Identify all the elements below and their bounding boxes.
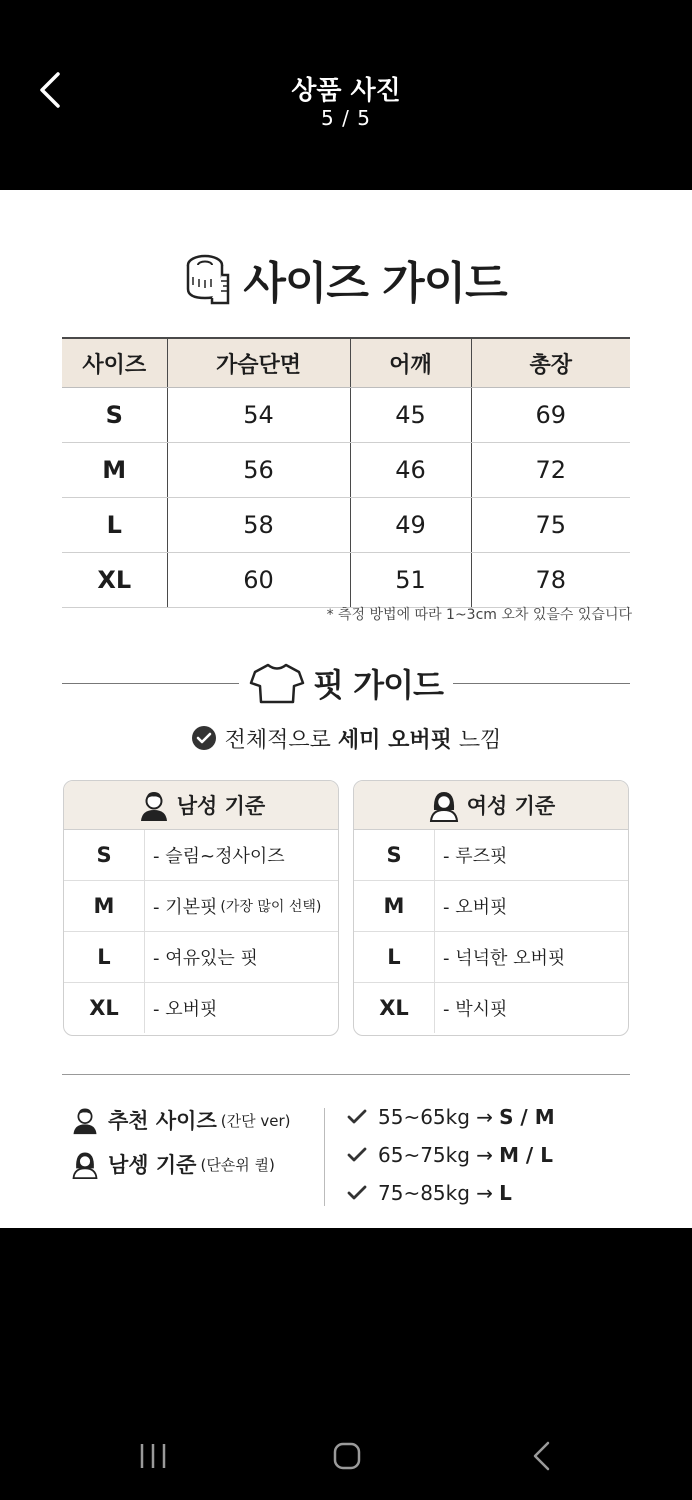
divider-line — [62, 683, 239, 684]
woman-avatar-icon — [427, 788, 461, 822]
fit-size: XL — [354, 983, 435, 1033]
recommend-basis-small: (단숀위 퀼) — [200, 1155, 275, 1174]
women-fit-card — [353, 780, 629, 1036]
chest-cell: 56 — [167, 443, 350, 498]
table-row — [62, 443, 630, 498]
section-divider — [62, 1074, 630, 1075]
overall-fit-highlight: 세미 오버핏 — [337, 727, 452, 753]
fit-desc-text: - 기본핏 — [153, 897, 218, 918]
shoulder-cell: 51 — [350, 553, 471, 608]
recommended-size: L — [499, 1181, 512, 1205]
recommend-heading — [70, 1098, 290, 1186]
product-image[interactable] — [0, 190, 692, 1228]
recommend-basis: 남셍 기준 — [108, 1153, 197, 1177]
list-item — [354, 932, 628, 983]
fit-guide-title: 핏 가이드 — [313, 666, 443, 704]
recent-apps-icon — [133, 1436, 173, 1476]
man-avatar-icon — [137, 788, 171, 822]
fit-desc: - 넉넉한 오버핏 — [443, 948, 566, 969]
arrow-right-icon: → — [476, 1181, 494, 1205]
chest-cell: 54 — [167, 388, 350, 443]
check-icon — [346, 1184, 368, 1202]
vertical-divider — [324, 1108, 325, 1206]
overall-fit-suffix: 느낌 — [458, 727, 502, 753]
overall-fit-prefix: 전체적으로 — [224, 727, 331, 753]
length-cell: 75 — [471, 498, 630, 553]
recommend-list — [346, 1098, 555, 1212]
page-title: 상품 사진 — [291, 76, 401, 106]
recommend-line — [70, 1142, 290, 1186]
size-cell: S — [62, 388, 167, 443]
recommended-size: S / M — [499, 1105, 555, 1129]
check-icon — [346, 1108, 368, 1126]
tape-measure-icon — [185, 251, 231, 307]
women-fit-card-title: 여성 기준 — [466, 794, 556, 818]
fit-size: S — [64, 830, 145, 880]
column-header: 가슴단면 — [167, 338, 350, 388]
shoulder-cell: 49 — [350, 498, 471, 553]
size-cell: M — [62, 443, 167, 498]
fit-desc — [145, 983, 338, 1033]
shoulder-cell: 46 — [350, 443, 471, 498]
weight-range: 65~75kg — [378, 1143, 470, 1167]
fit-size: M — [354, 881, 435, 931]
overall-fit — [0, 720, 692, 756]
men-fit-card — [63, 780, 339, 1036]
list-item — [64, 830, 338, 881]
size-guide-heading — [0, 244, 692, 314]
fit-guide-heading — [62, 658, 630, 708]
fit-desc: - 박시핏 — [443, 999, 508, 1020]
recommended-size: M / L — [499, 1143, 553, 1167]
divider-line — [453, 683, 630, 684]
list-item — [346, 1136, 555, 1174]
list-item — [354, 983, 628, 1033]
top-app-bar — [0, 0, 692, 190]
fit-desc-text: - 오버핏 — [153, 999, 218, 1020]
chest-cell: 60 — [167, 553, 350, 608]
fit-desc — [145, 932, 338, 982]
column-header: 사이즈 — [62, 338, 167, 388]
table-row — [62, 388, 630, 443]
list-item — [64, 932, 338, 983]
men-fit-card-header — [64, 781, 338, 830]
weight-range: 75~85kg — [378, 1181, 470, 1205]
tshirt-icon — [249, 661, 305, 705]
back-icon — [522, 1436, 562, 1476]
fit-size: L — [354, 932, 435, 982]
length-cell: 78 — [471, 553, 630, 608]
weight-range: 55~65kg — [378, 1105, 470, 1129]
shoulder-cell: 45 — [350, 388, 471, 443]
length-cell: 72 — [471, 443, 630, 498]
woman-avatar-icon — [70, 1149, 100, 1179]
arrow-right-icon: → — [476, 1143, 494, 1167]
home-button[interactable] — [327, 1436, 367, 1476]
fit-desc: - 오버핏 — [443, 897, 508, 918]
recent-apps-button[interactable] — [133, 1436, 173, 1476]
column-header: 총장 — [471, 338, 630, 388]
list-item — [64, 881, 338, 932]
column-header: 어깨 — [350, 338, 471, 388]
fit-desc-text: - 여유있는 핏 — [153, 948, 258, 969]
table-header-row — [62, 338, 630, 388]
list-item — [354, 881, 628, 932]
chest-cell: 58 — [167, 498, 350, 553]
table-row — [62, 553, 630, 608]
table-row — [62, 498, 630, 553]
recommend-line — [70, 1098, 290, 1142]
fit-size: M — [64, 881, 145, 931]
recommend-title-small: (간단 ver) — [220, 1111, 291, 1130]
size-table — [62, 337, 630, 608]
fit-size: XL — [64, 983, 145, 1033]
fit-desc-text: - 슬림~정사이즈 — [153, 846, 285, 867]
list-item — [64, 983, 338, 1033]
system-back-button[interactable] — [522, 1436, 562, 1476]
man-avatar-icon — [70, 1105, 100, 1135]
image-counter: 5 / 5 — [321, 106, 371, 130]
fit-size: L — [64, 932, 145, 982]
women-fit-card-header — [354, 781, 628, 830]
fit-desc — [145, 881, 338, 931]
fit-desc-extra: (가장 많이 선택) — [220, 899, 322, 915]
system-nav-bar — [0, 1400, 692, 1500]
check-icon — [346, 1146, 368, 1164]
arrow-right-icon: → — [476, 1105, 494, 1129]
fit-desc — [145, 830, 338, 880]
size-cell: XL — [62, 553, 167, 608]
length-cell: 69 — [471, 388, 630, 443]
recommend-title: 추천 사이즈 — [108, 1109, 217, 1133]
list-item — [346, 1098, 555, 1136]
home-icon — [327, 1436, 367, 1476]
size-guide-title: 사이즈 가이드 — [243, 258, 507, 309]
list-item — [346, 1174, 555, 1212]
men-fit-card-title: 남성 기준 — [176, 794, 266, 818]
measurement-note: * 측정 방법에 따라 1~3cm 오차 있을수 있습니다 — [326, 607, 632, 623]
list-item — [354, 830, 628, 881]
size-cell: L — [62, 498, 167, 553]
fit-desc: - 루즈핏 — [443, 846, 508, 867]
fit-size: S — [354, 830, 435, 880]
check-circle-icon — [191, 725, 217, 751]
